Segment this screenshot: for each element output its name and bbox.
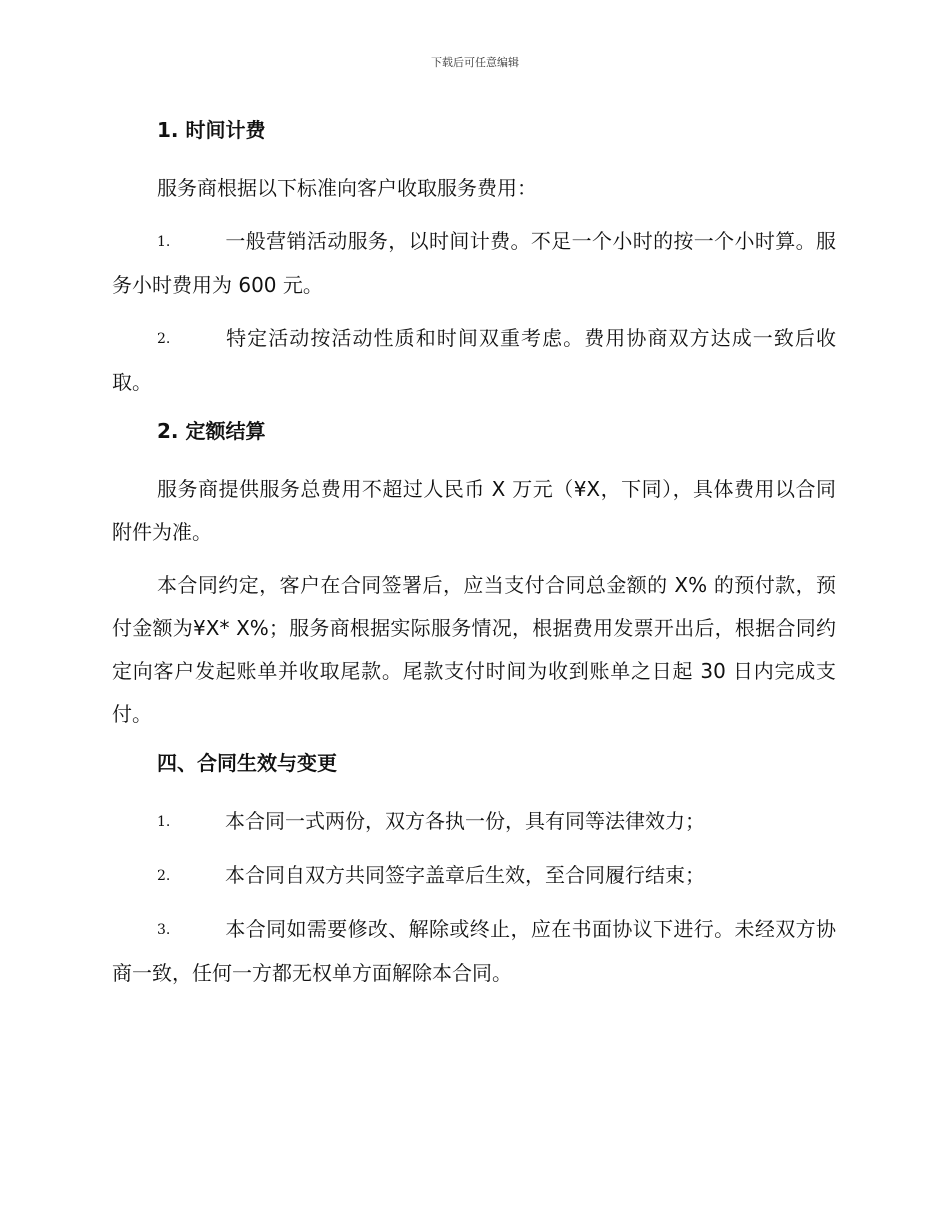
list-number: 1. — [157, 814, 171, 830]
list-item — [112, 854, 836, 898]
section-heading-contract-effect: 四、合同生效与变更 — [157, 751, 337, 775]
list-item — [112, 908, 836, 995]
list-item — [112, 220, 836, 307]
document-body — [112, 113, 836, 1005]
list-number: 2. — [157, 868, 171, 884]
list-item — [112, 317, 836, 404]
list-item-text: 本合同自双方共同签字盖章后生效，至合同履行结束； — [225, 863, 705, 887]
list-number: 1. — [157, 234, 171, 250]
list-item-text: 一般营销活动服务，以时间计费。不足一个小时的按一个小时算。服务小时费用为 600 元。 — [112, 229, 836, 297]
paragraph-billing-intro: 服务商根据以下标准向客户收取服务费用： — [157, 176, 537, 200]
list-item-text: 本合同一式两份，双方各执一份，具有同等法律效力； — [225, 809, 705, 833]
list-number: 3. — [157, 922, 171, 938]
list-item-text: 特定活动按活动性质和时间双重考虑。费用协商双方达成一致后收取。 — [112, 326, 836, 394]
page-header: 下载后可任意编辑 — [431, 56, 519, 69]
paragraph-prepayment: 本合同约定，客户在合同签署后，应当支付合同总金额的 X% 的预付款，预付金额为¥X* X%；服务商根据实际服务情况，根据费用发票开出后，根据合同约定向客户发起账单并收取尾款。尾款支付时间为收到账单之日起 30 日内完成支付。 — [112, 573, 836, 726]
paragraph-total-fee: 服务商提供服务总费用不超过人民币 X 万元（¥X，下同），具体费用以合同附件为准。 — [112, 477, 836, 544]
list-item-text: 本合同如需要修改、解除或终止，应在书面协议下进行。未经双方协商一致，任何一方都无权单方面解除本合同。 — [112, 917, 836, 985]
list-number: 2. — [157, 331, 171, 347]
section-heading-fixed-settlement: 2. 定额结算 — [157, 419, 266, 443]
list-item — [112, 800, 836, 844]
section-heading-time-billing: 1. 时间计费 — [157, 118, 266, 142]
